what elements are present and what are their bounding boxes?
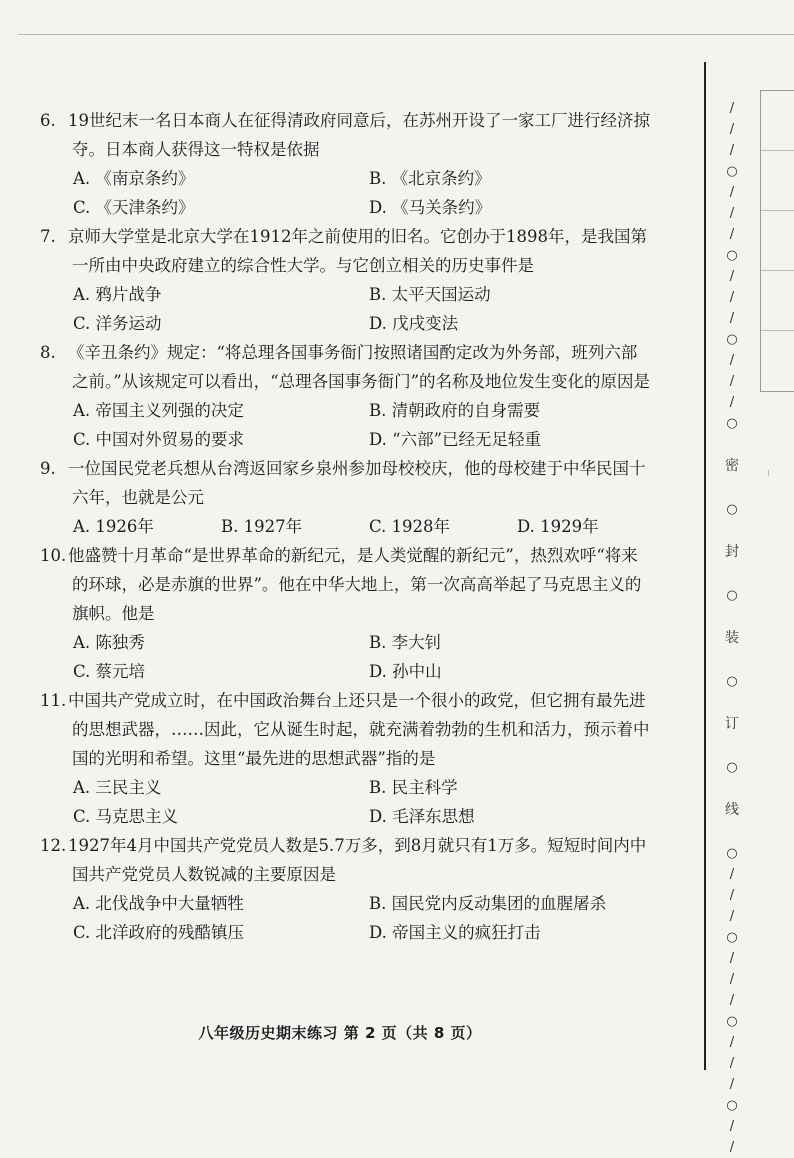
margin-rule xyxy=(768,470,769,476)
question-8 xyxy=(40,338,652,454)
binding-dash: / xyxy=(729,122,735,137)
question-stem xyxy=(40,831,652,889)
answer-option-d[interactable]: D. 孙中山 xyxy=(369,662,442,681)
binding-circle: ○ xyxy=(726,1014,738,1029)
answer-options xyxy=(40,773,652,831)
binding-dash: / xyxy=(729,1140,735,1155)
binding-circle: ○ xyxy=(726,1098,738,1113)
question-text: 《辛丑条约》规定：“将总理各国事务衙门按照诸国酌定改为外务部，班列六部之前。”从该规定可以看出，“总理各国事务衙门”的名称及地位发生变化的原因是 xyxy=(68,343,651,391)
answer-options xyxy=(40,280,652,338)
binding-dash: / xyxy=(729,972,735,987)
question-text: 京师大学堂是北京大学在1912年之前使用的旧名。它创办于1898年，是我国第一所由中央政府建立的综合性大学。与它创立相关的历史事件是 xyxy=(68,227,647,275)
binding-dash: / xyxy=(729,951,735,966)
answer-option-d[interactable]: D. 1929年 xyxy=(517,517,599,536)
answer-option-b[interactable]: B. 民主科学 xyxy=(369,778,458,797)
answer-options xyxy=(40,889,652,947)
question-stem xyxy=(40,106,652,164)
answer-option-b[interactable]: B. 李大钊 xyxy=(369,633,442,652)
question-list xyxy=(40,106,652,947)
question-stem xyxy=(40,222,652,280)
answer-options xyxy=(40,164,652,222)
question-number: 6. xyxy=(40,111,56,130)
binding-dash: / xyxy=(729,1035,735,1050)
answer-option-b[interactable]: B. 1927年 xyxy=(221,517,303,536)
answer-option-d[interactable]: D. “六部”已经无足轻重 xyxy=(369,430,542,449)
answer-option-b[interactable]: B. 清朝政府的自身需要 xyxy=(369,401,541,420)
binding-circle: ○ xyxy=(726,502,738,517)
binding-word: 线 xyxy=(725,802,739,818)
binding-dash: / xyxy=(729,909,735,924)
answer-option-b[interactable]: B. 太平天国运动 xyxy=(369,285,491,304)
binding-dash: / xyxy=(729,143,735,158)
binding-dash: / xyxy=(729,290,735,305)
answer-option-a[interactable]: A. 鸦片战争 xyxy=(73,285,162,304)
question-stem xyxy=(40,686,652,773)
binding-dash: / xyxy=(729,867,735,882)
binding-dash: / xyxy=(729,206,735,221)
binding-dash: / xyxy=(729,395,735,410)
binding-word: 装 xyxy=(725,630,739,646)
question-stem xyxy=(40,541,652,628)
score-cell xyxy=(761,91,794,151)
question-text: 他盛赞十月革命“是世界革命的新纪元，是人类觉醒的新纪元”，热烈欢呼“将来的环球，必是赤旗的世界”。他在中华大地上，第一次高高举起了马克思主义的旗帜。他是 xyxy=(68,546,642,623)
question-stem xyxy=(40,338,652,396)
answer-option-d[interactable]: D. 《马关条约》 xyxy=(369,198,492,217)
binding-dash: / xyxy=(729,353,735,368)
binding-dash: / xyxy=(729,374,735,389)
page-top-edge xyxy=(18,34,794,35)
binding-dash: / xyxy=(729,227,735,242)
binding-dash: / xyxy=(729,185,735,200)
binding-dash: / xyxy=(729,993,735,1008)
answer-options xyxy=(40,628,652,686)
score-cell xyxy=(761,211,794,271)
answer-option-c[interactable]: C. 马克思主义 xyxy=(73,807,179,826)
binding-word: 订 xyxy=(725,716,739,732)
binding-circle: ○ xyxy=(726,674,738,689)
question-7 xyxy=(40,222,652,338)
binding-dash: / xyxy=(729,311,735,326)
answer-options xyxy=(40,512,652,541)
binding-circle: ○ xyxy=(726,846,738,861)
answer-option-c[interactable]: C. 中国对外贸易的要求 xyxy=(73,430,245,449)
question-number: 10. xyxy=(40,546,67,565)
answer-option-b[interactable]: B. 国民党内反动集团的血腥屠杀 xyxy=(369,894,607,913)
answer-option-a[interactable]: A. 三民主义 xyxy=(73,778,162,797)
answer-option-b[interactable]: B. 《北京条约》 xyxy=(369,169,491,188)
answer-option-c[interactable]: C. 北洋政府的残酷镇压 xyxy=(73,923,245,942)
binding-circle: ○ xyxy=(726,248,738,263)
answer-option-a[interactable]: A. 陈独秀 xyxy=(73,633,145,652)
answer-option-c[interactable]: C. 1928年 xyxy=(369,517,451,536)
binding-circle: ○ xyxy=(726,930,738,945)
binding-dash: / xyxy=(729,1119,735,1134)
binding-dash: / xyxy=(729,269,735,284)
binding-dash: / xyxy=(729,101,735,116)
answer-option-c[interactable]: C. 洋务运动 xyxy=(73,314,162,333)
question-10 xyxy=(40,541,652,686)
score-cell xyxy=(761,151,794,211)
question-number: 11. xyxy=(40,691,67,710)
binding-circle: ○ xyxy=(726,760,738,775)
score-cell xyxy=(761,331,794,390)
question-11 xyxy=(40,686,652,831)
question-6 xyxy=(40,106,652,222)
question-stem xyxy=(40,454,652,512)
question-text: 一位国民党老兵想从台湾返回家乡泉州参加母校校庆，他的母校建于中华民国十六年，也就是公元 xyxy=(68,459,646,507)
question-number: 12. xyxy=(40,836,67,855)
binding-circle: ○ xyxy=(726,416,738,431)
binding-dash: / xyxy=(729,1056,735,1071)
answer-option-c[interactable]: C. 《天津条约》 xyxy=(73,198,195,217)
question-12 xyxy=(40,831,652,947)
answer-option-a[interactable]: A. 1926年 xyxy=(73,517,154,536)
answer-option-a[interactable]: A. 帝国主义列强的决定 xyxy=(73,401,244,420)
binding-margin-text xyxy=(722,98,742,1158)
question-number: 7. xyxy=(40,227,56,246)
binding-word: 密 xyxy=(725,458,739,474)
answer-option-d[interactable]: D. 毛泽东思想 xyxy=(369,807,475,826)
question-number: 9. xyxy=(40,459,56,478)
answer-option-d[interactable]: D. 帝国主义的疯狂打击 xyxy=(369,923,541,942)
question-text: 中国共产党成立时，在中国政治舞台上还只是一个很小的政党，但它拥有最先进的思想武器，……因此，它从诞生时起，就充满着勃勃的生机和活力，预示着中国的光明和希望。这里“最先进的思想武器”指的是 xyxy=(68,691,650,768)
binding-dash: / xyxy=(729,888,735,903)
question-text: 1927年4月中国共产党党员人数是5.7万多，到8月就只有1万多。短短时间内中国共产党党员人数锐减的主要原因是 xyxy=(68,836,647,884)
answer-option-a[interactable]: A. 《南京条约》 xyxy=(73,169,195,188)
binding-circle: ○ xyxy=(726,588,738,603)
binding-line xyxy=(704,62,706,1070)
score-cell xyxy=(761,271,794,331)
page-footer: 八年级历史期末练习 第 2 页（共 8 页） xyxy=(198,1024,482,1042)
answer-option-a[interactable]: A. 北伐战争中大量牺牲 xyxy=(73,894,244,913)
question-9 xyxy=(40,454,652,541)
answer-options xyxy=(40,396,652,454)
binding-word: 封 xyxy=(725,544,739,560)
answer-option-c[interactable]: C. 蔡元培 xyxy=(73,662,146,681)
question-number: 8. xyxy=(40,343,56,362)
binding-circle: ○ xyxy=(726,332,738,347)
question-text: 19世纪末一名日本商人在征得清政府同意后，在苏州开设了一家工厂进行经济掠夺。日本商人获得这一特权是依据 xyxy=(68,111,650,159)
binding-dash: / xyxy=(729,1077,735,1092)
binding-circle: ○ xyxy=(726,164,738,179)
score-grid xyxy=(760,90,794,392)
answer-option-d[interactable]: D. 戊戌变法 xyxy=(369,314,459,333)
